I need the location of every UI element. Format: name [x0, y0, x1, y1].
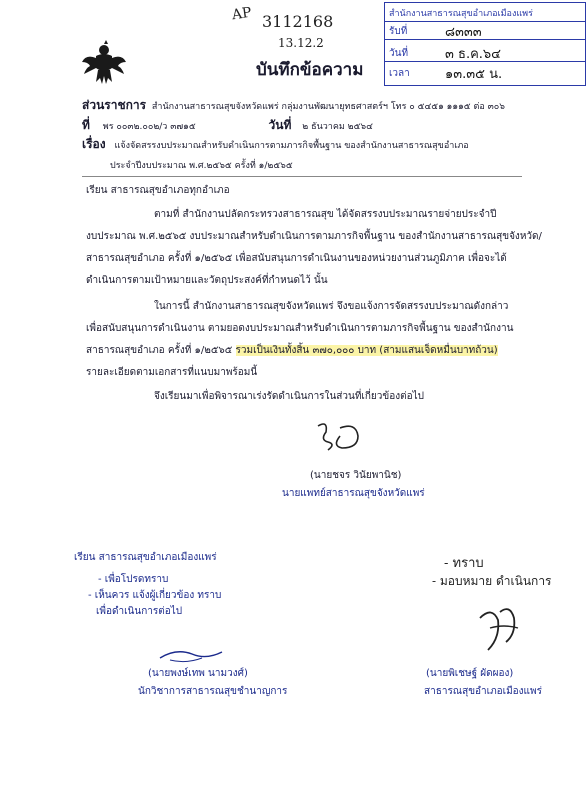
ref-label: ที่	[82, 118, 90, 132]
p2-line-1: ในการนี้ สำนักงานสาธารณสุขจังหวัดแพร่ จึงขอแจ้งการจัดสรรงบประมาณดังกล่าว	[154, 301, 509, 312]
signature-provincial-doctor	[312, 418, 372, 458]
officer-position: นักวิชาการสาธารณสุขชำนาญการ	[138, 686, 288, 697]
stamp-label-time: เวลา	[389, 68, 410, 79]
stamp-label-receive-no: รับที่	[389, 26, 408, 37]
date-value: ๒ ธันวาคม ๒๕๖๔	[302, 122, 373, 132]
total-amount-highlight: รวมเป็นเงินทั้งสิ้น ๓๗๐,๐๐๐ บาท (สามแสนเจ็ดหมื่นบาทถ้วน)	[235, 345, 498, 356]
body-paragraph-2	[86, 296, 526, 384]
director-position: สาธารณสุขอำเภอเมืองแพร่	[424, 686, 542, 697]
director-note-2: - มอบหมาย ดำเนินการ	[432, 574, 552, 588]
p1-line-3: สาธารณสุขอำเภอ ครั้งที่ ๑/๒๕๖๕ เพื่อสนับสนุนการดำเนินงานของหน่วยงานส่วนภูมิภาค เพื่อจะได้	[86, 253, 507, 264]
forward-item-1: - เพื่อโปรดทราบ	[98, 574, 169, 585]
header-divider	[82, 176, 522, 177]
forward-item-3: เพื่อดำเนินการต่อไป	[96, 606, 183, 617]
subject-line	[82, 134, 522, 176]
forward-to: เรียน สาธารณสุขอำเภอเมืองแพร่	[74, 552, 217, 563]
handwritten-initial: AP	[230, 4, 253, 24]
receipt-stamp	[384, 2, 586, 86]
dept-label: ส่วนราชการ	[82, 98, 147, 112]
stamp-time: ๑๓.๓๕ น.	[445, 67, 503, 82]
stamp-receive-no: ๘๓๓๓	[445, 25, 482, 40]
signer-position: นายแพทย์สาธารณสุขจังหวัดแพร่	[282, 488, 425, 499]
body-paragraph-3: จึงเรียนมาเพื่อพิจารณาเร่งรัดดำเนินการในส่วนที่เกี่ยวข้องต่อไป	[154, 391, 424, 402]
p2-line-3-plain: สาธารณสุขอำเภอ ครั้งที่ ๑/๒๕๖๕	[86, 345, 236, 356]
p1-line-1: ตามที่ สำนักงานปลัดกระทรวงสาธารณสุข ได้จัดสรรงบประมาณรายจ่ายประจำปี	[154, 209, 497, 220]
ref-value: พร ๐๐๓๒.๐๐๒/ว ๓๗๑๕	[102, 122, 196, 132]
p2-line-3	[86, 340, 526, 362]
handwritten-date: 13.12.2	[278, 36, 324, 50]
garuda-emblem	[82, 40, 126, 86]
forward-item-2: - เห็นควร แจ้งผู้เกี่ยวข้อง ทราบ	[88, 590, 222, 601]
p2-line-4: รายละเอียดตามเอกสารที่แนบมาพร้อมนี้	[86, 367, 258, 378]
body-paragraph-1	[86, 204, 542, 292]
signer-name: (นายชจร วินัยพานิช)	[310, 470, 402, 481]
p1-line-2: งบประมาณ พ.ศ.๒๕๖๕ งบประมาณสำหรับดำเนินการตามภารกิจพื้นฐาน ของสำนักงานสาธารณสุขจังหวัด/	[86, 231, 542, 242]
director-name: (นายพิเชษฐ์ ผัดผอง)	[426, 668, 514, 679]
subject-line2: ประจำปีงบประมาณ พ.ศ.๒๕๖๕ ครั้งที่ ๑/๒๕๖๕	[110, 161, 293, 171]
dept-value: สำนักงานสาธารณสุขจังหวัดแพร่ กลุ่มงานพัฒนายุทธศาสตร์ฯ โทร ๐ ๕๔๕๑ ๑๑๑๕ ต่อ ๓๐๖	[151, 102, 505, 112]
ref-line	[82, 116, 522, 135]
handwritten-reg-no: 3112168	[262, 12, 334, 31]
stamp-date: ๓ ธ.ค.๖๔	[445, 47, 502, 62]
subject-label: เรื่อง	[82, 137, 106, 151]
salutation: เรียน สาธารณสุขอำเภอทุกอำเภอ	[86, 185, 230, 196]
memo-title: บันทึกข้อความ	[256, 60, 364, 80]
signature-director	[470, 598, 530, 654]
date-label: วันที่	[268, 118, 292, 132]
stamp-label-date: วันที่	[389, 48, 409, 59]
dept-line	[82, 96, 522, 115]
stamp-office: สำนักงานสาธารณสุขอำเภอเมืองแพร่	[389, 9, 533, 19]
p2-line-2: เพื่อสนับสนุนการดำเนินงาน ตามยอดงบประมาณสำหรับดำเนินการตามภารกิจพื้นฐาน ของสำนักงาน	[86, 323, 514, 334]
signature-officer	[156, 644, 226, 666]
subject-line1: แจ้งจัดสรรงบประมาณสำหรับดำเนินการตามภารกิจพื้นฐาน ของสำนักงานสาธารณสุขอำเภอ	[114, 141, 469, 151]
officer-name: (นายพงษ์เทพ นามวงศ์)	[148, 668, 248, 679]
p1-line-4: ดำเนินการตามเป้าหมายและวัตถุประสงค์ที่กำหนดไว้ นั้น	[86, 275, 328, 286]
director-note-1: - ทราบ	[444, 556, 484, 571]
